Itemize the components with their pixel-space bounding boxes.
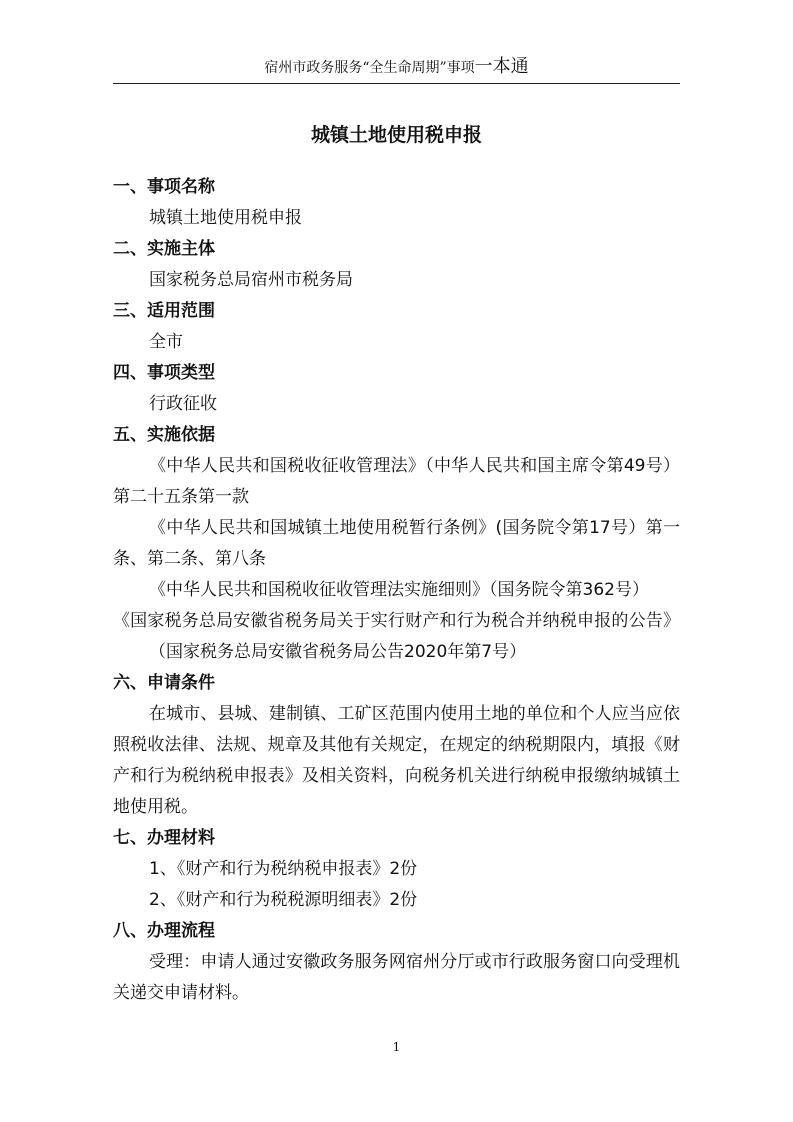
material-item-1: 1、《财产和行为税纳税申报表》2份	[149, 859, 418, 879]
section-heading-materials: 七、办理材料	[113, 828, 215, 848]
legal-basis-item-1: 《中华人民共和国税收征收管理法》（中华人民共和国主席令第49号）第二十五条第一款	[113, 456, 680, 507]
legal-basis-item-3: 《中华人民共和国税收征收管理法实施细则》（国务院令第362号）	[149, 580, 649, 600]
document-body	[113, 172, 680, 1009]
application-conditions-text: 在城市、县城、建制镇、工矿区范围内使用土地的单位和个人应当应依照税收法律、法规、规章及其他有关规定，在规定的纳税期限内，填报《财产和行为税纳税申报表》及相关资料，向税务机关进行纳税申报缴纳城镇土地使用税。	[113, 704, 680, 817]
legal-basis-item-2: 《中华人民共和国城镇土地使用税暂行条例》(国务院令第17号）第一条、第二条、第八条	[113, 518, 680, 569]
section-heading-implementing-body: 二、实施主体	[113, 239, 215, 259]
section-heading-item-name: 一、事项名称	[113, 177, 215, 197]
process-text: 受理：申请人通过安徽政务服务网宿州分厅或市行政服务窗口向受理机关递交申请材料。	[113, 952, 680, 1003]
material-item-2: 2、《财产和行为税税源明细表》2份	[149, 890, 418, 910]
item-type-text: 行政征收	[149, 394, 217, 414]
header-text: 宿州市政务服务“全生命周期”事项	[264, 60, 475, 76]
header-rule	[113, 83, 680, 84]
section-heading-item-type: 四、事项类型	[113, 363, 215, 383]
page-number: 1	[392, 1040, 401, 1054]
implementing-body-text: 国家税务总局宿州市税务局	[149, 270, 353, 290]
page-header	[0, 56, 793, 79]
section-heading-application-conditions: 六、申请条件	[113, 673, 215, 693]
section-heading-process: 八、办理流程	[113, 921, 215, 941]
section-heading-scope: 三、适用范围	[113, 301, 215, 321]
header-suffix: 一本通	[474, 56, 529, 77]
legal-basis-item-4: 《国家税务总局安徽省税务局关于实行财产和行为税合并纳税申报的公告》（国家税务总局安徽省税务局公告2020年第7号）	[113, 611, 680, 662]
item-name-text: 城镇土地使用税申报	[149, 208, 302, 228]
section-heading-legal-basis: 五、实施依据	[113, 425, 215, 445]
document-title: 城镇土地使用税申报	[310, 124, 482, 146]
scope-text: 全市	[149, 332, 183, 352]
